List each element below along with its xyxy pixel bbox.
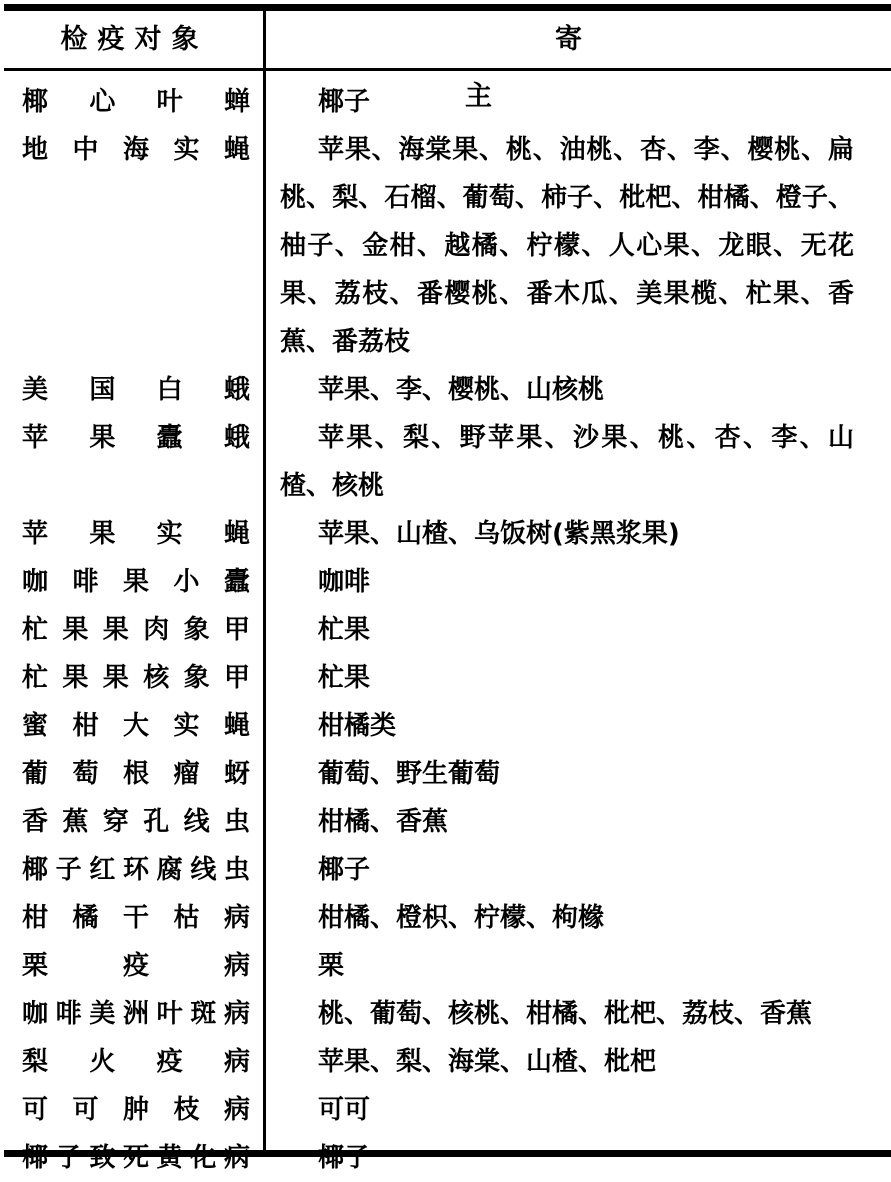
row-object: 苹果蠹蛾 — [22, 423, 250, 453]
row-object: 地中海实蝇 — [22, 135, 250, 165]
row-object: 蜜柑大实蝇 — [22, 711, 250, 741]
row-host: 苹果、李、樱桃、山核桃 — [318, 375, 605, 405]
row-object: 椰子红环腐线虫 — [22, 855, 250, 885]
table-row — [0, 1038, 891, 1086]
row-object: 梨火疫病 — [22, 1047, 250, 1077]
table-top-rule — [4, 4, 891, 11]
row-host: 苹果、梨、海棠、山楂、枇杷 — [318, 1047, 657, 1077]
row-host: 柑橘、橙枳、柠檬、枸橼 — [318, 903, 605, 933]
table-row — [0, 1134, 891, 1182]
table-body — [0, 78, 891, 1182]
table-row — [0, 798, 891, 846]
table-row — [0, 414, 891, 510]
table-row — [0, 1086, 891, 1134]
row-host: 杧果 — [318, 615, 371, 645]
row-host: 柑橘、香蕉 — [318, 807, 449, 837]
row-object: 椰心叶蝉 — [22, 87, 250, 117]
table-row — [0, 942, 891, 990]
header-host: 寄主 — [465, 24, 782, 112]
table-row — [0, 846, 891, 894]
table-row — [0, 654, 891, 702]
row-object: 香蕉穿孔线虫 — [22, 807, 250, 837]
row-host: 可可 — [318, 1095, 371, 1125]
row-host: 咖啡 — [318, 567, 371, 597]
table-header-rule — [4, 68, 891, 71]
row-host: 苹果、梨、野苹果、沙果、桃、杏、李、山楂、核桃 — [280, 423, 854, 501]
row-object: 咖啡美洲叶斑病 — [22, 999, 250, 1029]
row-host: 椰子 — [318, 87, 371, 117]
table-row — [0, 510, 891, 558]
table-row — [0, 78, 891, 126]
row-object: 杧果果核象甲 — [22, 663, 250, 693]
row-host: 苹果、山楂、乌饭树(紫黑浆果) — [318, 519, 680, 549]
row-host: 杧果 — [318, 663, 371, 693]
row-host: 桃、葡萄、核桃、柑橘、枇杷、荔枝、香蕉 — [318, 999, 813, 1029]
row-object: 苹果实蝇 — [22, 519, 250, 549]
row-host: 苹果、海棠果、桃、油桃、杏、李、樱桃、扁桃、梨、石榴、葡萄、柿子、枇杷、柑橘、橙子、柚子、金柑、越橘、柠檬、人心果、龙眼、无花果、荔枝、番樱桃、番木瓜、美果榄、杧果、香蕉、番荔枝 — [280, 135, 854, 357]
row-object: 柑橘干枯病 — [22, 903, 250, 933]
row-object: 栗疫病 — [22, 951, 250, 981]
row-host: 栗 — [318, 951, 345, 981]
row-host: 椰子 — [318, 855, 371, 885]
row-host: 椰子 — [318, 1143, 371, 1173]
table-row — [0, 606, 891, 654]
table-row — [0, 558, 891, 606]
row-object: 可可肿枝病 — [22, 1095, 250, 1125]
row-object: 杧果果肉象甲 — [22, 615, 250, 645]
row-object: 椰子致死黄化病 — [22, 1143, 250, 1173]
row-host: 柑橘类 — [318, 711, 397, 741]
row-host: 葡萄、野生葡萄 — [318, 759, 501, 789]
table-row — [0, 990, 891, 1038]
header-quarantine-object: 检疫对象 — [60, 24, 209, 55]
table-row — [0, 750, 891, 798]
row-object: 咖啡果小蠹 — [22, 567, 250, 597]
row-object: 葡萄根瘤蚜 — [22, 759, 250, 789]
row-object: 美国白蛾 — [22, 375, 250, 405]
table-row — [0, 366, 891, 414]
table-row — [0, 126, 891, 366]
table-row — [0, 702, 891, 750]
table-row — [0, 894, 891, 942]
